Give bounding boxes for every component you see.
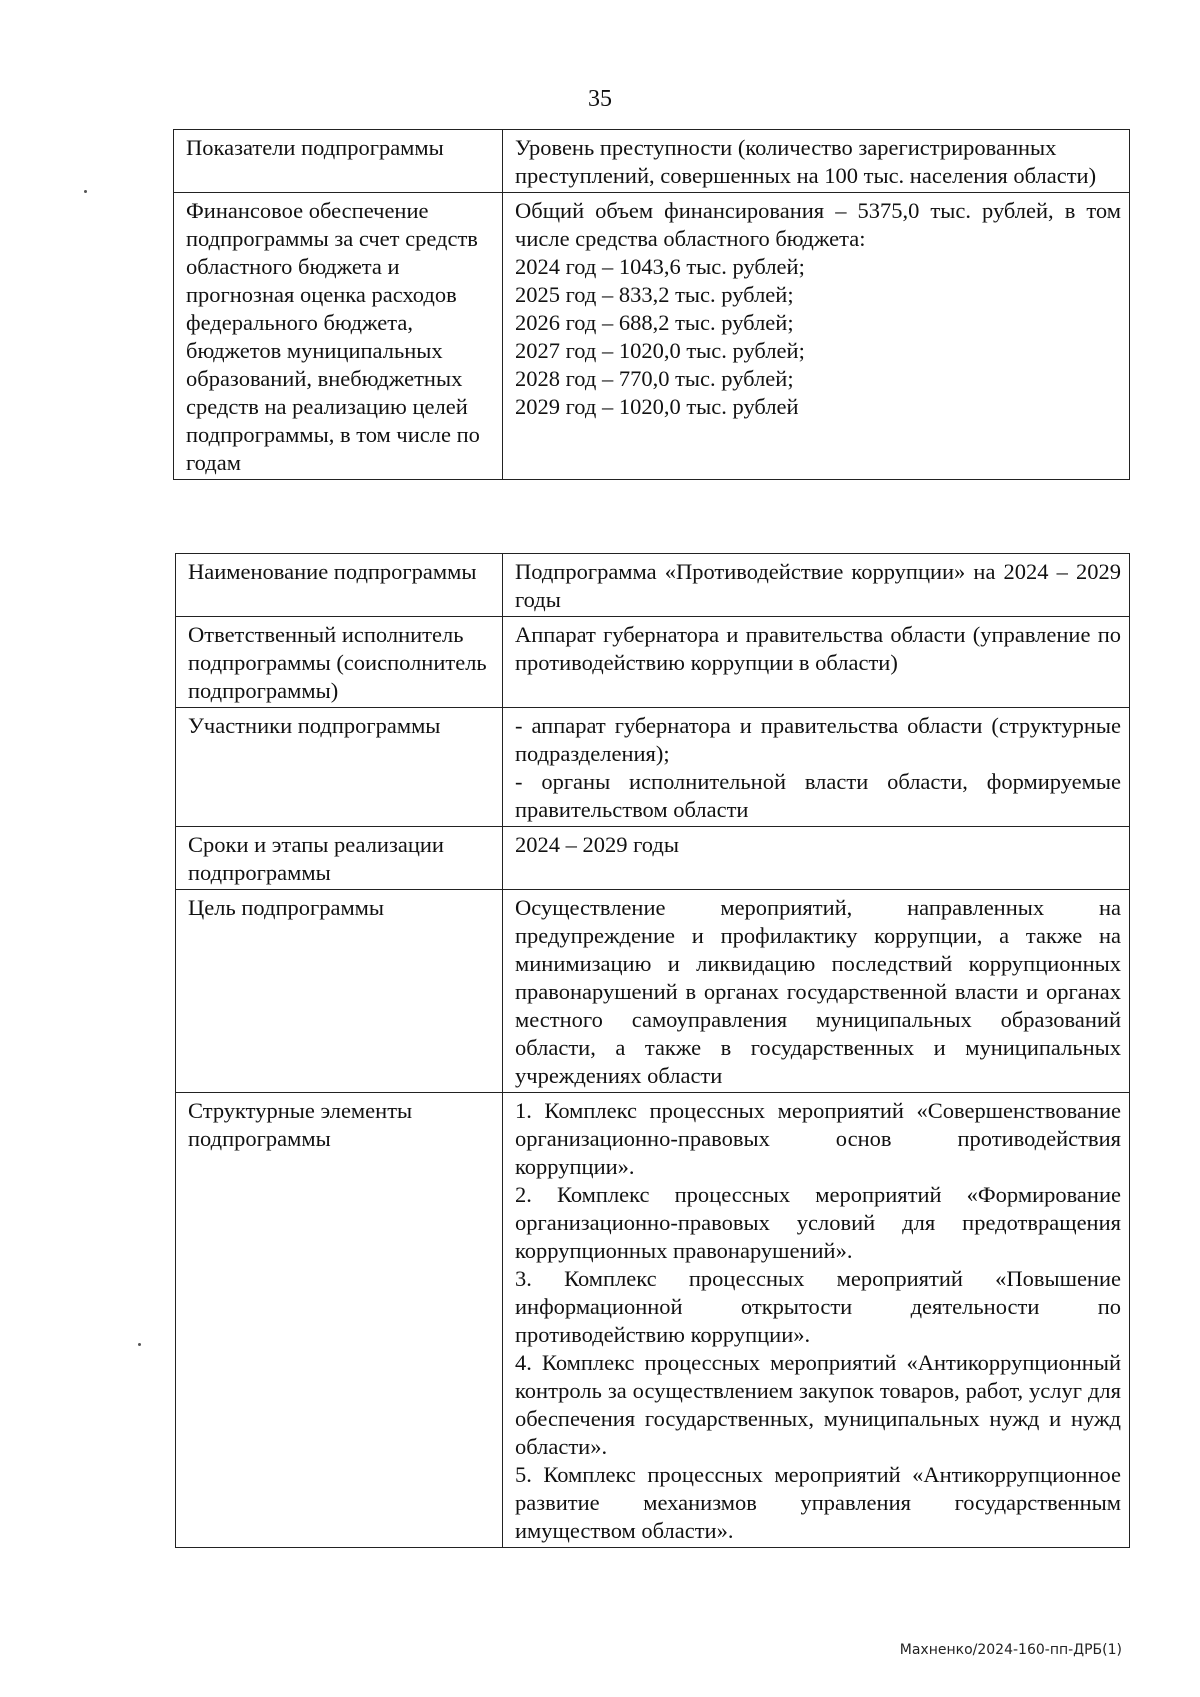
row-value: Аппарат губернатора и правительства области (управление по противодействию коррупции в области) [503, 617, 1130, 708]
row-label: Наименование подпрограммы [176, 554, 503, 617]
scan-speck [138, 1343, 141, 1346]
table-row [176, 617, 1130, 708]
table-row [174, 130, 1130, 193]
list-item: 1. Комплекс процессных мероприятий «Совершенствование организационно-правовых основ противодействия коррупции». [515, 1098, 1121, 1179]
row-value: Осуществление мероприятий, направленных на предупреждение и профилактику коррупции, а также на минимизацию и ликвидацию последствий коррупционных правонарушений в органах государственной власти и органах местного самоуправления муниципальных образований области, а также в государственных и муниципальных учреждениях области [503, 890, 1130, 1093]
financing-year: 2029 год – 1020,0 тыс. рублей [515, 394, 799, 419]
table-row [176, 1093, 1130, 1548]
indicators-finance-table [173, 129, 1130, 480]
row-label: Показатели подпрограммы [174, 130, 503, 193]
list-item: - аппарат губернатора и правительства области (структурные подразделения); [515, 713, 1121, 766]
list-item: 5. Комплекс процессных мероприятий «Антикоррупционное развитие механизмов управления государственным имуществом области». [515, 1462, 1121, 1543]
scan-speck [84, 190, 87, 193]
financing-year: 2028 год – 770,0 тыс. рублей; [515, 366, 794, 391]
row-label: Цель подпрограммы [176, 890, 503, 1093]
row-value: Подпрограмма «Противодействие коррупции» на 2024 – 2029 годы [503, 554, 1130, 617]
financing-year: 2026 год – 688,2 тыс. рублей; [515, 310, 794, 335]
list-item: 3. Комплекс процессных мероприятий «Повышение информационной открытости деятельности по противодействию коррупции». [515, 1266, 1121, 1347]
row-label: Структурные элементы подпрограммы [176, 1093, 503, 1548]
row-label: Финансовое обеспечение подпрограммы за счет средств областного бюджета и прогнозная оценка расходов федерального бюджета, бюджетов муниципальных образований, внебюджетных средств на реализацию целей подпрограммы, в том числе по годам [174, 193, 503, 480]
financing-year: 2025 год – 833,2 тыс. рублей; [515, 282, 794, 307]
table-row [174, 193, 1130, 480]
page-number: 35 [588, 86, 612, 112]
row-label: Ответственный исполнитель подпрограммы (соисполнитель подпрограммы) [176, 617, 503, 708]
list-item: - органы исполнительной власти области, формируемые правительством области [515, 769, 1121, 822]
subprogram-passport-table [175, 553, 1130, 1548]
table-row [176, 554, 1130, 617]
structural-elements-cell [503, 1093, 1130, 1548]
financing-intro: Общий объем финансирования – 5375,0 тыс. рублей, в том числе средства областного бюджета: [515, 198, 1121, 251]
row-label: Участники подпрограммы [176, 708, 503, 827]
row-label: Сроки и этапы реализации подпрограммы [176, 827, 503, 890]
list-item: 4. Комплекс процессных мероприятий «Антикоррупционный контроль за осуществлением закупок товаров, работ, услуг для обеспечения государственных, муниципальных нужд и нужд области». [515, 1350, 1121, 1459]
financing-year: 2024 год – 1043,6 тыс. рублей; [515, 254, 805, 279]
financing-cell [503, 193, 1130, 480]
financing-year: 2027 год – 1020,0 тыс. рублей; [515, 338, 805, 363]
row-value: Уровень преступности (количество зарегистрированных преступлений, совершенных на 100 тыс. населения области) [503, 130, 1130, 193]
list-item: 2. Комплекс процессных мероприятий «Формирование организационно-правовых условий для предотвращения коррупционных правонарушений». [515, 1182, 1121, 1263]
table-row [176, 890, 1130, 1093]
row-value: 2024 – 2029 годы [503, 827, 1130, 890]
participants-cell [503, 708, 1130, 827]
table-row [176, 827, 1130, 890]
document-footer: Махненко/2024-160-пп-ДРБ(1) [899, 1642, 1122, 1658]
table-row [176, 708, 1130, 827]
